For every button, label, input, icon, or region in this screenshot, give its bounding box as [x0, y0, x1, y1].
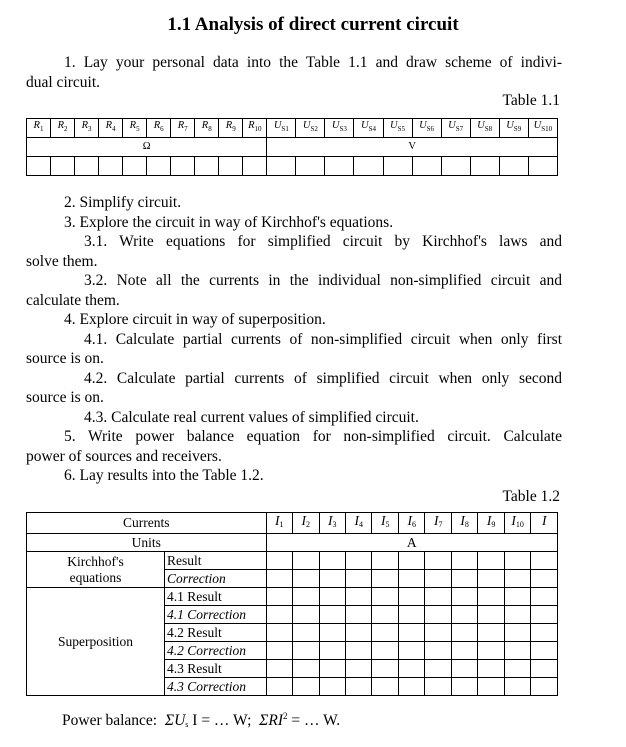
intro-line-2: dual circuit.: [26, 73, 101, 91]
superposition-label: Superposition: [27, 588, 165, 696]
table-1-2-value-cell: [504, 588, 530, 606]
table-1-2-value-cell: [266, 606, 292, 624]
table-1-1-header-us7: $U_{S7}$: [441, 119, 470, 138]
intro-paragraph: [26, 53, 562, 92]
table-1-1-value-cell: [75, 157, 99, 176]
table-1-1-value-cell: [267, 157, 296, 176]
table-1-2-value-cell: [398, 570, 424, 588]
table-1-2-header-i10: $I_{10}$: [504, 513, 530, 534]
table-1-1-header-r2: $R_2$: [51, 119, 75, 138]
table-1-1-header-us10: $U_{S10}$: [528, 119, 557, 138]
table-1-2-value-cell: [425, 624, 451, 642]
table-1-2-value-cell: [346, 606, 372, 624]
table-1-2-header-i4: $I_4$: [346, 513, 372, 534]
table-1-2-value-cell: [425, 678, 451, 696]
table-1-2: [26, 512, 558, 696]
table-1-2-value-cell: [398, 660, 424, 678]
unit-ampere: A: [266, 534, 557, 552]
table-1-1-value-cell: [412, 157, 441, 176]
steps-section: [26, 193, 562, 486]
table-1-2-value-cell: [293, 678, 319, 696]
table-1-1-header-us2: $U_{S2}$: [296, 119, 325, 138]
table-1-2-value-cell: [372, 642, 398, 660]
table-1-2-value-cell: [266, 588, 292, 606]
table-1-1-header-us9: $U_{S9}$: [499, 119, 528, 138]
power-receivers-result: = … W.: [291, 712, 341, 730]
table-1-2-value-cell: [425, 570, 451, 588]
table-1-2-value-cell: [398, 552, 424, 570]
table-1-2-value-cell: [319, 642, 345, 660]
table-1-1-value-cell: [296, 157, 325, 176]
table-1-2-header-i: I: [531, 513, 558, 534]
row-label: 4.3 Correction: [164, 678, 266, 696]
table-1-1-value-cell: [499, 157, 528, 176]
table-1-1-units-row: [27, 138, 558, 157]
row-label: Correction: [164, 570, 266, 588]
table-1-2-header-i8: $I_8$: [451, 513, 477, 534]
table-1-1-header-us8: $U_{S8}$: [470, 119, 499, 138]
table-1-2-value-cell: [372, 588, 398, 606]
table-1-2-caption: Table 1.2: [502, 488, 560, 505]
table-1-2-value-cell: [504, 606, 530, 624]
table-1-2-value-cell: [451, 678, 477, 696]
table-1-1-value-cell: [51, 157, 75, 176]
table-1-2-value-cell: [478, 642, 504, 660]
table-1-2-value-cell: [504, 642, 530, 660]
table-1-2-value-cell: [346, 660, 372, 678]
step-4-1-line-1: 4.1. Calculate partial currents of non-simplified circuit when only first: [84, 330, 562, 348]
table-1-2-value-cell: [398, 642, 424, 660]
table-1-2-value-cell: [425, 660, 451, 678]
table-1-2-value-cell: [266, 642, 292, 660]
table-1-2-value-cell: [425, 588, 451, 606]
unit-voltage: V: [267, 138, 558, 157]
units-label: Units: [27, 534, 267, 552]
table-1-2-header-i3: $I_3$: [319, 513, 345, 534]
table-1-2-value-cell: [372, 624, 398, 642]
table-1-1-header-r4: $R_4$: [99, 119, 123, 138]
table-1-2-value-cell: [398, 678, 424, 696]
table-row: [27, 552, 558, 570]
table-1-1-header-r5: $R_5$: [123, 119, 147, 138]
table-1-2-value-cell: [478, 570, 504, 588]
step-3-1-line-2: solve them.: [26, 252, 98, 270]
table-1-2-value-cell: [478, 606, 504, 624]
table-1-2-value-cell: [346, 642, 372, 660]
table-1-1-value-cell: [171, 157, 195, 176]
table-1-2-value-cell: [531, 660, 558, 678]
table-1-1-header-r10: $R_{10}$: [243, 119, 267, 138]
table-1-2-value-cell: [319, 678, 345, 696]
table-1-1-header-us6: $U_{S6}$: [412, 119, 441, 138]
page-title: 1.1 Analysis of direct current circuit: [167, 14, 459, 35]
table-1-1-caption: Table 1.1: [502, 92, 560, 109]
table-1-2-value-cell: [531, 642, 558, 660]
step-4-1-line-2: source is on.: [26, 350, 104, 367]
table-1-2-value-cell: [531, 570, 558, 588]
table-1-2-value-cell: [372, 606, 398, 624]
table-1-2-value-cell: [346, 678, 372, 696]
table-1-1-header-us5: $U_{S5}$: [383, 119, 412, 138]
table-1-2-value-cell: [293, 660, 319, 678]
kirchhof-equations-label: Kirchhof's equations: [27, 552, 165, 588]
table-1-2-value-cell: [478, 660, 504, 678]
step-5-line-1: 5. Write power balance equation for non-simplified circuit. Calculate: [64, 428, 562, 445]
step-6: 6. Lay results into the Table 1.2.: [64, 467, 264, 484]
table-1-2-header-i2: $I_2$: [293, 513, 319, 534]
table-1-2-currents-row: [27, 513, 558, 534]
table-1-2-value-cell: [451, 624, 477, 642]
table-1-2-value-cell: [425, 552, 451, 570]
row-label: 4.2 Correction: [164, 642, 266, 660]
table-1-2-value-cell: [398, 588, 424, 606]
step-3-2-line-1: 3.2. Note all the currents in the individual non-simplified circuit and: [84, 272, 562, 289]
table-1-1-header-us4: $U_{S4}$: [354, 119, 383, 138]
table-1-2-value-cell: [266, 552, 292, 570]
row-label: 4.3 Result: [164, 660, 266, 678]
table-1-1-header-us3: $U_{S3}$: [325, 119, 354, 138]
table-1-2-value-cell: [451, 552, 477, 570]
table-1-2-value-cell: [372, 660, 398, 678]
table-1-1-header-r1: $R_1$: [27, 119, 51, 138]
table-1-1-value-cell: [27, 157, 51, 176]
table-1-2-value-cell: [531, 552, 558, 570]
table-1-2-value-cell: [531, 588, 558, 606]
row-label: 4.2 Result: [164, 624, 266, 642]
table-1-2-value-cell: [504, 624, 530, 642]
table-1-2-value-cell: [266, 660, 292, 678]
table-1-1-header-r7: $R_7$: [171, 119, 195, 138]
step-4-2-line-2: source is on.: [26, 389, 104, 406]
step-5-line-2: power of sources and receivers.: [26, 447, 222, 465]
table-1-1-header-row: [27, 119, 558, 138]
table-1-2-value-cell: [372, 678, 398, 696]
table-1-1-header-us1: $U_{S1}$: [267, 119, 296, 138]
table-1-1-value-cell: [470, 157, 499, 176]
step-3-2-line-2: calculate them.: [26, 291, 120, 309]
power-balance: [62, 711, 340, 730]
table-1-2-value-cell: [293, 552, 319, 570]
intro-line-1: 1. Lay your personal data into the Table 1.1 and draw scheme of indivi-: [64, 54, 562, 71]
table-1-2-value-cell: [319, 624, 345, 642]
table-1-2-units-row: [27, 534, 558, 552]
step-4-3: 4.3. Calculate real current values of simplified circuit.: [84, 408, 419, 426]
table-1-2-value-cell: [478, 678, 504, 696]
table-1-1-value-cell: [219, 157, 243, 176]
table-1-2-value-cell: [451, 606, 477, 624]
power-sources-sum: $\Sigma U_s$: [164, 712, 189, 730]
step-3: 3. Explore the circuit in way of Kirchhof's equations.: [64, 213, 394, 231]
table-1-2-value-cell: [504, 552, 530, 570]
table-1-2-value-cell: [293, 570, 319, 588]
table-1-2-value-cell: [266, 624, 292, 642]
table-1-2-value-cell: [346, 552, 372, 570]
table-1-2-value-cell: [293, 624, 319, 642]
table-1-2-value-cell: [319, 570, 345, 588]
table-1-2-value-cell: [346, 624, 372, 642]
table-1-2-value-cell: [451, 642, 477, 660]
table-1-2-value-cell: [451, 660, 477, 678]
table-1-2-value-cell: [293, 606, 319, 624]
row-label: 4.1 Correction: [164, 606, 266, 624]
table-1-2-value-cell: [531, 678, 558, 696]
table-1-2-value-cell: [425, 606, 451, 624]
table-1-1-header-r3: $R_3$: [75, 119, 99, 138]
table-1-1: [26, 118, 558, 176]
table-1-1-values-row: [27, 157, 558, 176]
table-1-2-header-i1: $I_1$: [266, 513, 292, 534]
table-1-2-value-cell: [425, 642, 451, 660]
table-1-1-header-r9: $R_9$: [219, 119, 243, 138]
table-1-2-value-cell: [504, 570, 530, 588]
row-label: 4.1 Result: [164, 588, 266, 606]
table-1-2-value-cell: [293, 588, 319, 606]
table-1-2-value-cell: [504, 660, 530, 678]
table-1-2-header-i5: $I_5$: [372, 513, 398, 534]
table-1-2-value-cell: [319, 588, 345, 606]
table-row: [27, 588, 558, 606]
table-1-2-value-cell: [346, 588, 372, 606]
table-1-2-value-cell: [319, 660, 345, 678]
table-1-2-value-cell: [504, 678, 530, 696]
table-1-1-value-cell: [99, 157, 123, 176]
power-sources-result: I = … W;: [192, 712, 252, 730]
table-1-2-header-i9: $I_9$: [478, 513, 504, 534]
table-1-2-value-cell: [531, 606, 558, 624]
table-1-2-value-cell: [531, 624, 558, 642]
table-1-2-header-i6: $I_6$: [398, 513, 424, 534]
row-label: Result: [164, 552, 266, 570]
table-1-1-value-cell: [243, 157, 267, 176]
table-1-2-value-cell: [266, 570, 292, 588]
table-1-2-value-cell: [346, 570, 372, 588]
table-1-1-header-r8: $R_8$: [195, 119, 219, 138]
table-1-1-value-cell: [354, 157, 383, 176]
table-1-2-value-cell: [478, 552, 504, 570]
table-1-2-value-cell: [266, 678, 292, 696]
table-1-2-value-cell: [293, 642, 319, 660]
table-1-2-value-cell: [398, 624, 424, 642]
table-1-2-value-cell: [319, 606, 345, 624]
table-1-2-value-cell: [372, 570, 398, 588]
step-4: 4. Explore circuit in way of superposition.: [64, 311, 326, 328]
table-1-2-value-cell: [372, 552, 398, 570]
table-1-1-value-cell: [528, 157, 557, 176]
table-1-2-header-i7: $I_7$: [425, 513, 451, 534]
table-1-1-value-cell: [441, 157, 470, 176]
table-1-1-value-cell: [383, 157, 412, 176]
power-receivers-sum: ΣRI$^2$: [259, 711, 288, 730]
unit-resistance: Ω: [27, 138, 267, 157]
table-1-1-header-r6: $R_6$: [147, 119, 171, 138]
table-1-1-value-cell: [195, 157, 219, 176]
table-1-2-value-cell: [478, 624, 504, 642]
step-3-1-line-1: 3.1. Write equations for simplified circuit by Kirchhof's laws and: [84, 233, 562, 250]
step-2: 2. Simplify circuit.: [64, 194, 182, 211]
step-4-2-line-1: 4.2. Calculate partial currents of simplified circuit when only second: [84, 369, 562, 387]
currents-label: Currents: [27, 513, 267, 534]
table-1-1-value-cell: [123, 157, 147, 176]
table-1-2-value-cell: [398, 606, 424, 624]
table-1-2-value-cell: [319, 552, 345, 570]
table-1-2-value-cell: [451, 570, 477, 588]
table-1-2-value-cell: [478, 588, 504, 606]
table-1-2-value-cell: [451, 588, 477, 606]
power-balance-label: Power balance:: [62, 712, 158, 730]
table-1-1-value-cell: [325, 157, 354, 176]
table-1-1-value-cell: [147, 157, 171, 176]
